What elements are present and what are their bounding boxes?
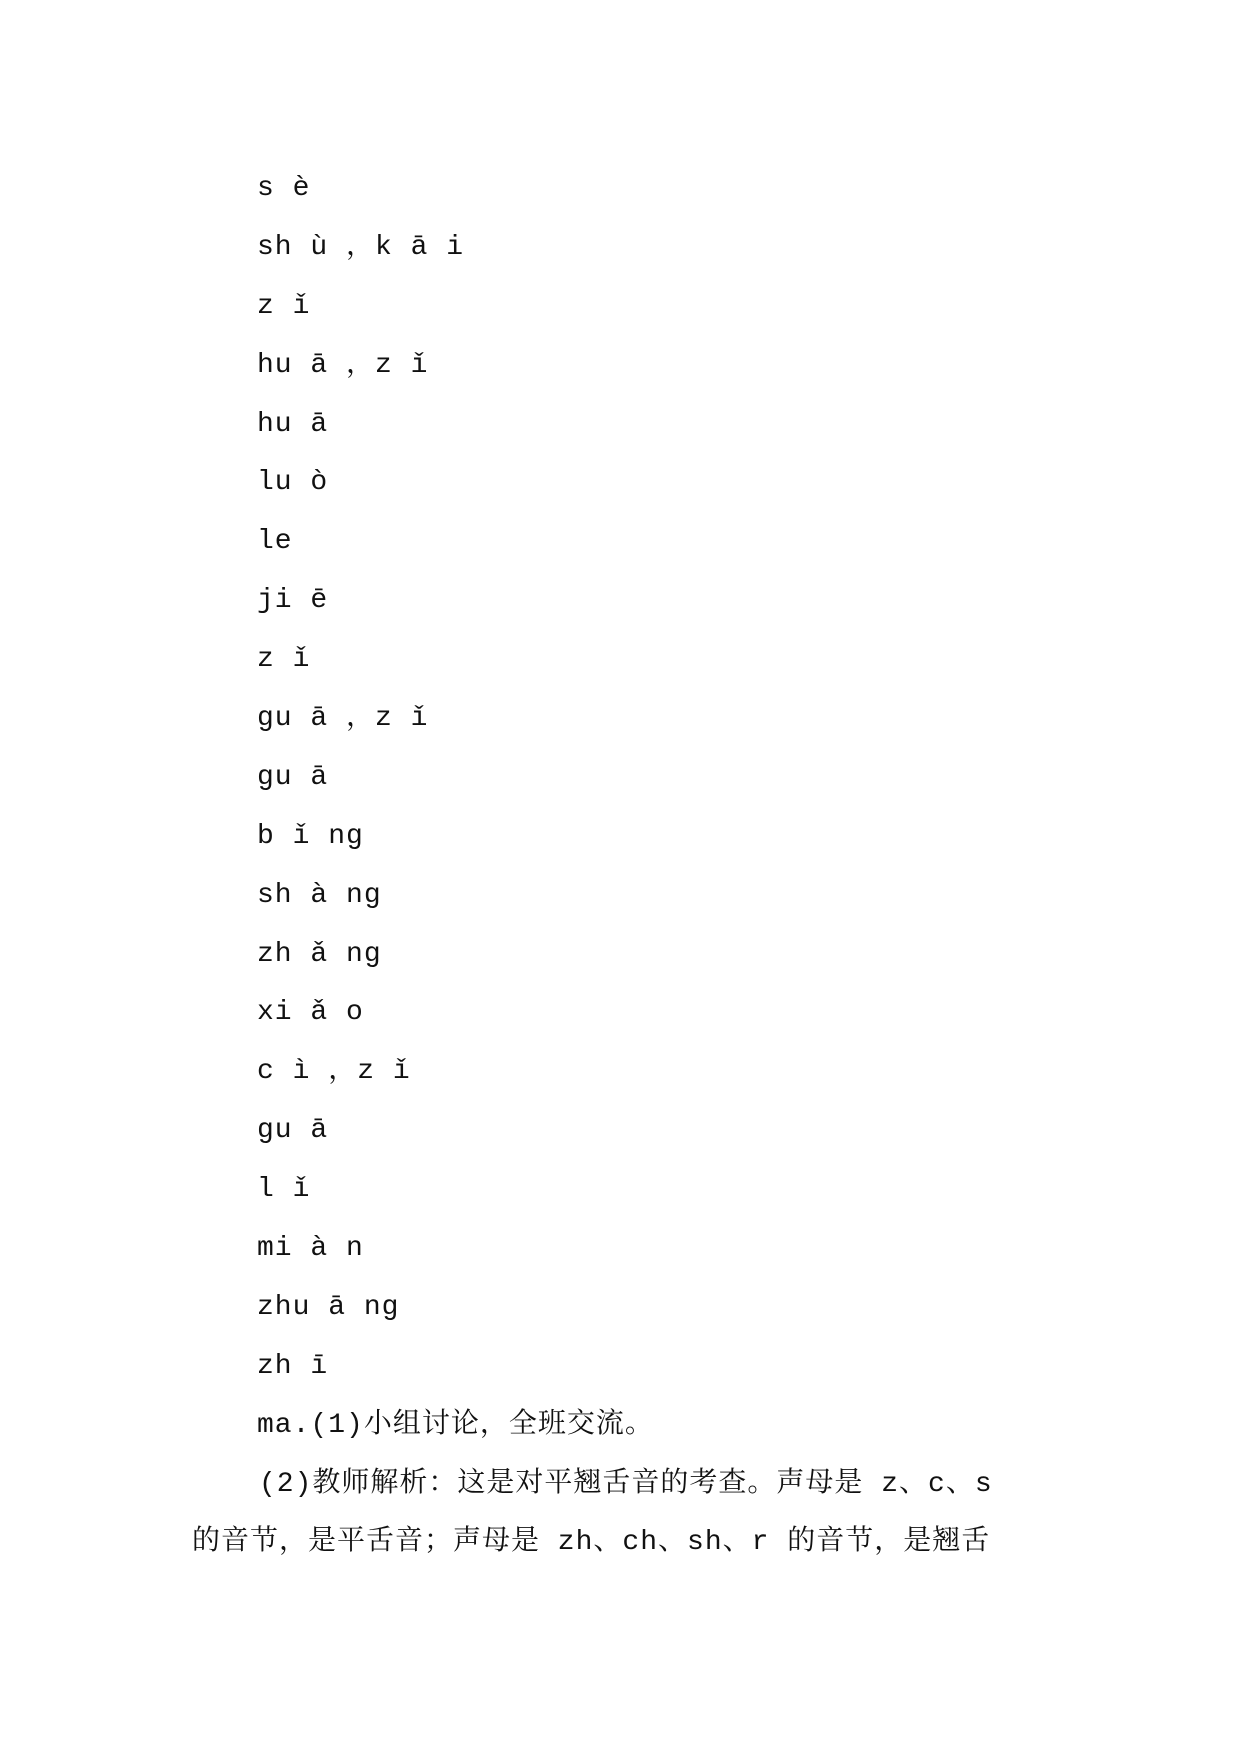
- pinyin-line: zhu ā ng: [257, 1291, 400, 1323]
- pinyin-line: gu ā: [257, 1115, 329, 1147]
- pinyin-line: lu ò: [257, 467, 329, 499]
- pinyin-line: zh ī: [257, 1350, 329, 1382]
- pinyin-line: gu ā: [257, 761, 329, 793]
- pinyin-line: c ì ，z ǐ: [257, 1056, 411, 1088]
- pinyin-line: ji ē: [257, 585, 329, 617]
- pinyin-line: b ǐ ng: [257, 820, 364, 852]
- pinyin-line: le: [257, 526, 293, 558]
- pinyin-line: sh ù ，k ā i: [257, 231, 465, 263]
- pinyin-line: xi ǎ o: [257, 997, 364, 1029]
- analysis-line-2: 的音节，是平舌音；声母是 zh、ch、sh、r 的音节，是翘舌: [192, 1527, 991, 1559]
- pinyin-line: zh ǎ ng: [257, 938, 382, 970]
- pinyin-line: hu ā: [257, 408, 329, 440]
- discussion-line: ma.(1)小组讨论，全班交流。: [257, 1409, 654, 1441]
- pinyin-line: l ǐ: [257, 1174, 311, 1206]
- pinyin-line: s è: [257, 173, 311, 204]
- pinyin-line: mi à n: [257, 1233, 364, 1265]
- analysis-line-1: (2)教师解析：这是对平翘舌音的考查。声母是 z、c、s: [259, 1468, 993, 1500]
- pinyin-line: hu ā ，z ǐ: [257, 349, 429, 381]
- document-body: [192, 160, 1072, 1573]
- pinyin-line: z ǐ: [257, 290, 311, 322]
- pinyin-line: sh à ng: [257, 879, 382, 911]
- pinyin-line: z ǐ: [257, 644, 311, 676]
- pinyin-line: gu ā ，z ǐ: [257, 703, 429, 735]
